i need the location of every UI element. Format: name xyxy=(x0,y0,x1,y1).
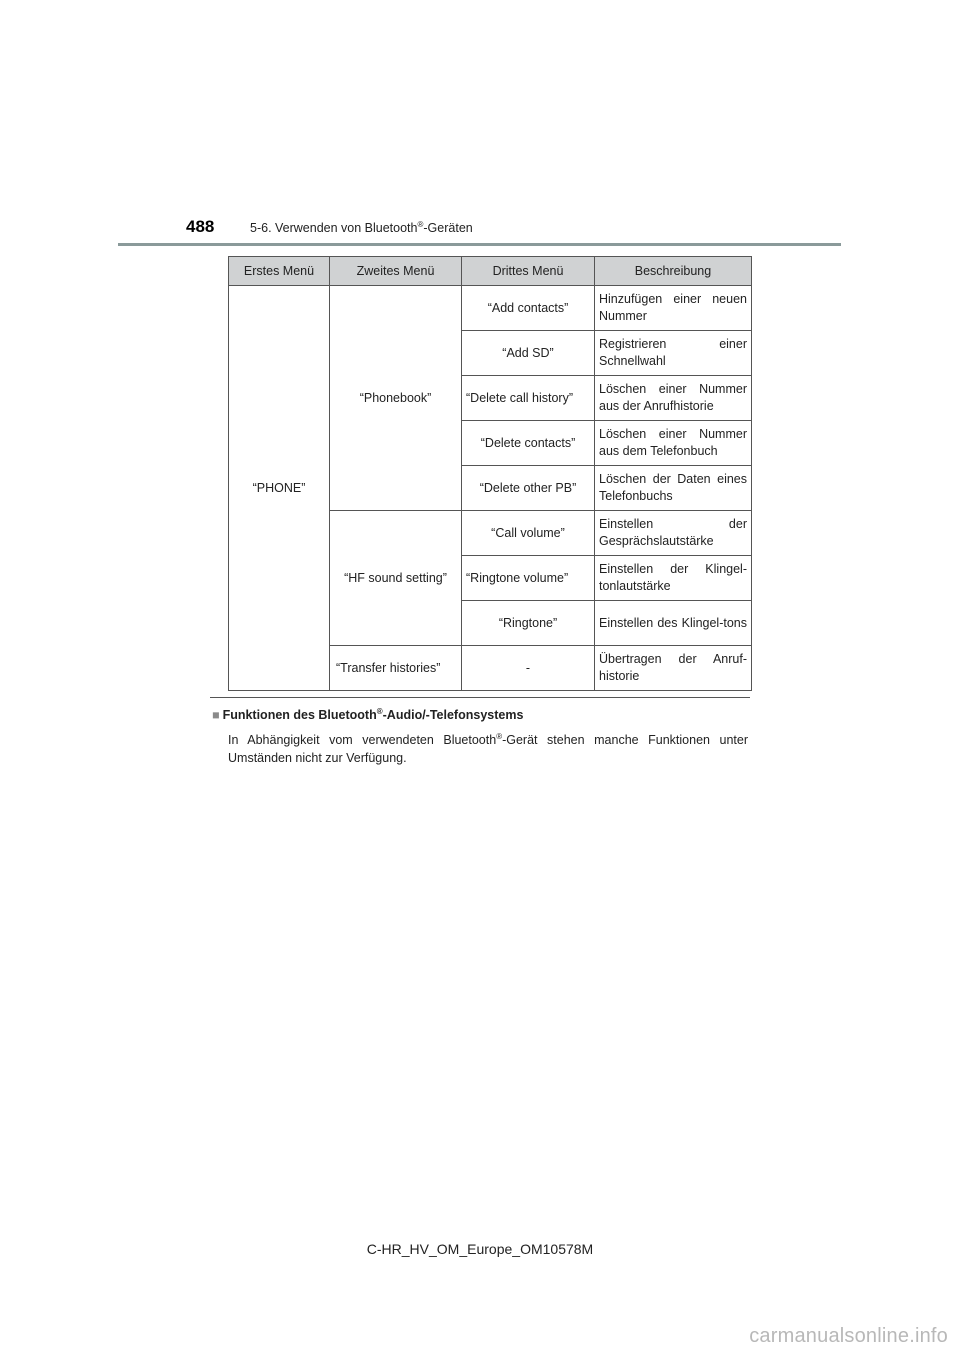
third-menu-cell: “Add contacts” xyxy=(462,286,595,331)
first-menu-cell: “PHONE” xyxy=(229,286,330,691)
heading-suffix: -Audio/-Telefonsystems xyxy=(382,708,524,723)
body-paragraph xyxy=(228,728,748,767)
page-number: 488 xyxy=(186,217,215,236)
registered-mark: ® xyxy=(496,732,503,741)
description-cell: Übertragen der Anruf-historie xyxy=(595,646,752,691)
third-menu-cell: “Add SD” xyxy=(462,331,595,376)
watermark: carmanualsonline.info xyxy=(749,1325,948,1347)
bullet-square-icon: ■ xyxy=(212,708,220,723)
subsection-heading xyxy=(212,707,523,722)
third-menu-cell: “Ringtone volume” xyxy=(462,556,595,601)
registered-mark: ® xyxy=(376,707,383,716)
description-cell: Einstellen der Klingel-tonlautstärke xyxy=(595,556,752,601)
description-cell: Löschen der Daten eines Telefonbuchs xyxy=(595,466,752,511)
description-cell: Löschen einer Nummer aus dem Telefonbuch xyxy=(595,421,752,466)
document-code: C-HR_HV_OM_Europe_OM10578M xyxy=(366,1241,594,1257)
third-menu-cell: “Delete other PB” xyxy=(462,466,595,511)
description-cell: Einstellen des Klingel-tons xyxy=(595,601,752,646)
section-title-suffix: -Geräten xyxy=(423,221,473,236)
description-cell: Registrieren einer Schnellwahl xyxy=(595,331,752,376)
third-menu-cell: “Delete contacts” xyxy=(462,421,595,466)
column-header-first-menu: Erstes Menü xyxy=(229,257,330,286)
second-menu-cell: “Phonebook” xyxy=(330,286,462,511)
description-cell: Einstellen der Gesprächslautstärke xyxy=(595,511,752,556)
third-menu-cell: “Call volume” xyxy=(462,511,595,556)
second-menu-cell: “Transfer histories” xyxy=(330,646,462,691)
column-header-description: Beschreibung xyxy=(595,257,752,286)
column-header-second-menu: Zweites Menü xyxy=(330,257,462,286)
third-menu-cell: “Ringtone” xyxy=(462,601,595,646)
body-suffix: -Gerät stehen manche Funktionen unter Umständen nicht zur Verfügung. xyxy=(228,733,749,766)
header-rule xyxy=(118,243,841,246)
menu-table xyxy=(228,256,752,691)
second-menu-cell: “HF sound setting” xyxy=(330,511,462,646)
table-header-row xyxy=(229,257,752,286)
body-prefix: In Abhängigkeit vom verwendeten Bluetooth xyxy=(228,733,497,748)
registered-mark: ® xyxy=(417,220,424,229)
description-cell: Löschen einer Nummer aus der Anrufhistorie xyxy=(595,376,752,421)
third-menu-cell: - xyxy=(462,646,595,691)
table-row xyxy=(229,286,752,331)
description-cell: Hinzufügen einer neuen Nummer xyxy=(595,286,752,331)
section-title xyxy=(250,220,473,235)
heading-prefix: Funktionen des Bluetooth xyxy=(222,708,377,723)
section-title-prefix: 5-6. Verwenden von Bluetooth xyxy=(250,221,418,236)
third-menu-cell: “Delete call history” xyxy=(462,376,595,421)
column-header-third-menu: Drittes Menü xyxy=(462,257,595,286)
section-divider xyxy=(210,697,750,698)
